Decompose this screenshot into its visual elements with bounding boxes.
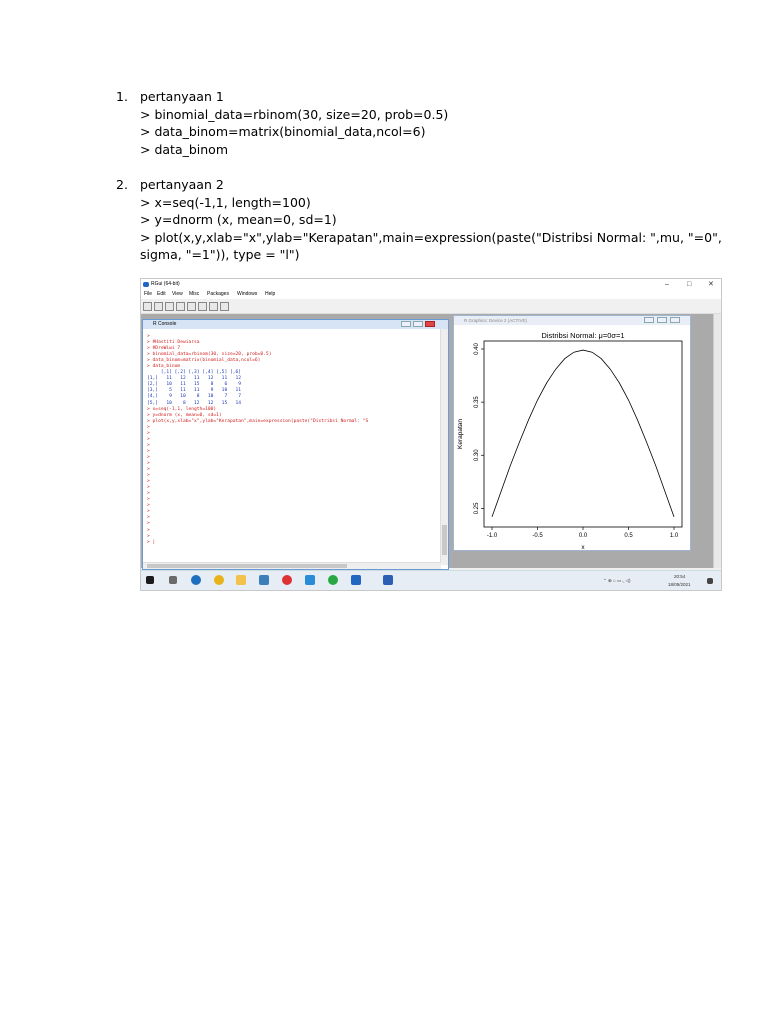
mdi-scrollbar[interactable] — [713, 314, 722, 568]
chrome-icon[interactable] — [214, 575, 224, 585]
close-button[interactable]: ✕ — [708, 281, 714, 288]
rgui-titlebar — [141, 279, 721, 290]
console-line: > — [147, 485, 150, 491]
console-line: > | — [147, 539, 156, 545]
code-line: > binomial_data=rbinom(30, size=20, prob=0.5) — [140, 106, 449, 122]
maximize-button[interactable]: □ — [687, 281, 692, 288]
console-line: > — [147, 479, 150, 485]
y-axis-label: Kerapatan — [457, 419, 464, 449]
menu-view[interactable]: View — [172, 291, 183, 297]
console-line: > — [147, 448, 150, 454]
opera-icon[interactable] — [282, 575, 292, 585]
taskbar-time: 20:54 — [674, 574, 686, 579]
code-line: sigma, "=1")), type = "l") — [140, 247, 300, 262]
console-line: > — [147, 460, 150, 466]
minimize-button[interactable]: – — [665, 281, 669, 288]
menu-edit[interactable]: Edit — [157, 291, 166, 297]
print-icon[interactable] — [220, 302, 229, 311]
console-line: > — [147, 503, 150, 509]
console-horizontal-scrollbar[interactable] — [143, 562, 441, 569]
question-heading: pertanyaan 1 — [140, 89, 224, 104]
console-vertical-scrollbar[interactable] — [440, 329, 448, 565]
x-tick-label: -1.0 — [486, 533, 498, 539]
chart-title: Distribsi Normal: μ=0σ=1 — [541, 331, 625, 340]
console-line: > binomial_data=rbinom(30, size=20, prob=0.5) — [147, 352, 272, 358]
task-view-icon[interactable] — [169, 576, 177, 584]
code-line: > y=dnorm (x, mean=0, sd=1) — [140, 212, 337, 227]
graphics-titlebar — [454, 316, 690, 325]
x-tick-label: -0.5 — [532, 533, 543, 539]
code-line: > data_binom — [140, 141, 229, 157]
console-line: > — [147, 491, 150, 497]
console-output[interactable] — [147, 334, 439, 546]
console-line: > — [147, 497, 150, 503]
app-icon[interactable] — [305, 575, 315, 585]
graphics-title: R Graphics: Device 2 (ACTIVE) — [464, 318, 528, 323]
rgui-screenshot — [140, 278, 722, 591]
console-line: > plot(x,y,xlab="x",ylab="Kerapatan",main=expression(paste("Distribsi Normal: "S — [147, 418, 369, 424]
word-icon[interactable] — [383, 575, 393, 585]
console-line: > x=seq(-1,1, length=100) — [147, 406, 217, 412]
console-line: [2,] 10 11 15 8 6 9 — [147, 382, 242, 388]
question-heading: pertanyaan 2 — [140, 177, 224, 192]
taskbar-date: 18/05/2021 — [668, 582, 691, 587]
console-line: > — [147, 509, 150, 515]
console-line: > #DreWiwi 7 — [147, 346, 181, 352]
code-line: > x=seq(-1,1, length=100) — [140, 194, 311, 210]
menu-windows[interactable]: Windows — [237, 291, 258, 297]
windows-start-icon[interactable] — [146, 576, 154, 584]
stop-icon[interactable] — [209, 302, 218, 311]
code-line: > plot(x,y,xlab="x",ylab="Kerapatan",main=expression(paste("Distribsi Normal: ",mu, "=0", — [140, 229, 722, 245]
console-line: > — [147, 430, 150, 436]
console-line: [1,] 11 12 11 12 11 12 — [147, 376, 242, 382]
console-line: > #Hastiti Dewiarsa — [147, 340, 200, 346]
copy-icon[interactable] — [176, 302, 185, 311]
file-explorer-icon[interactable] — [236, 575, 246, 585]
rgui-window-title: RGui (64-bit) — [151, 281, 180, 287]
x-tick-label: 0.5 — [624, 533, 633, 539]
plot-frame — [484, 341, 682, 527]
whatsapp-icon[interactable] — [328, 575, 338, 585]
console-line: > — [147, 473, 150, 479]
rgui-menubar — [141, 290, 721, 299]
console-line: > — [147, 442, 150, 448]
edge-icon[interactable] — [191, 575, 201, 585]
console-line: > — [147, 521, 150, 527]
r-console-title: R Console — [153, 321, 177, 327]
graphics-close-button[interactable] — [670, 317, 680, 323]
copy-paste-icon[interactable] — [198, 302, 207, 311]
r-logo-icon — [143, 282, 149, 287]
plot-area — [454, 325, 690, 551]
console-line: [3,] 5 11 11 9 10 11 — [147, 388, 242, 394]
console-maximize-button[interactable] — [413, 321, 423, 327]
question-number: 2. — [116, 177, 128, 192]
r-console-window[interactable] — [142, 319, 449, 570]
console-line: > y=dnorm (x, mean=0, sd=1) — [147, 412, 222, 418]
console-line: > — [147, 436, 150, 442]
load-workspace-icon[interactable] — [154, 302, 163, 311]
y-tick-label: 0.25 — [474, 502, 480, 515]
console-line: > — [147, 515, 150, 521]
paste-icon[interactable] — [187, 302, 196, 311]
console-line: > — [147, 334, 150, 339]
console-line: > — [147, 454, 150, 460]
console-close-button[interactable] — [425, 321, 435, 327]
console-line: > — [147, 424, 150, 430]
x-axis-label: x — [581, 544, 585, 551]
y-tick-label: 0.35 — [474, 396, 480, 408]
console-line: [,1] [,2] [,3] [,4] [,5] [,6] — [147, 370, 242, 376]
console-line: > — [147, 533, 150, 539]
windows-taskbar — [141, 570, 721, 591]
r-console-titlebar — [143, 320, 448, 329]
console-line: > — [147, 527, 150, 533]
menu-file[interactable]: File — [144, 291, 153, 297]
store-icon[interactable] — [259, 575, 269, 585]
console-line: > data_binom — [147, 364, 181, 370]
console-line: > — [147, 467, 150, 473]
console-line: [5,] 10 8 12 12 15 14 — [147, 400, 242, 406]
r-graphics-window[interactable] — [453, 315, 691, 551]
console-line: > data_binom=matrix(binomial_data,ncol=6) — [147, 358, 261, 364]
open-script-icon[interactable] — [143, 302, 152, 311]
question-number: 1. — [116, 89, 128, 104]
console-minimize-button[interactable] — [401, 321, 411, 327]
menu-help[interactable]: Help — [265, 291, 276, 297]
tray-icons[interactable]: ⌃ ⊕ ⌂ ▭ ◟ ◁) — [603, 578, 631, 583]
r-taskbar-icon[interactable] — [351, 575, 361, 585]
rgui-toolbar — [141, 300, 721, 314]
normal-density-plot — [454, 325, 690, 551]
x-tick-label: 1.0 — [669, 533, 679, 539]
x-tick-label: 0.0 — [578, 533, 588, 539]
code-line: > data_binom=matrix(binomial_data,ncol=6) — [140, 124, 426, 139]
console-line: [4,] 9 10 8 10 7 7 — [147, 394, 242, 400]
density-curve — [492, 350, 674, 517]
menu-misc[interactable]: Misc — [189, 291, 200, 297]
y-tick-label: 0.30 — [474, 449, 480, 462]
graphics-maximize-button[interactable] — [657, 317, 667, 323]
notification-icon[interactable] — [707, 578, 713, 584]
menu-packages[interactable]: Packages — [207, 291, 229, 297]
y-tick-label: 0.40 — [474, 343, 480, 355]
graphics-minimize-button[interactable] — [644, 317, 654, 323]
save-workspace-icon[interactable] — [165, 302, 174, 311]
